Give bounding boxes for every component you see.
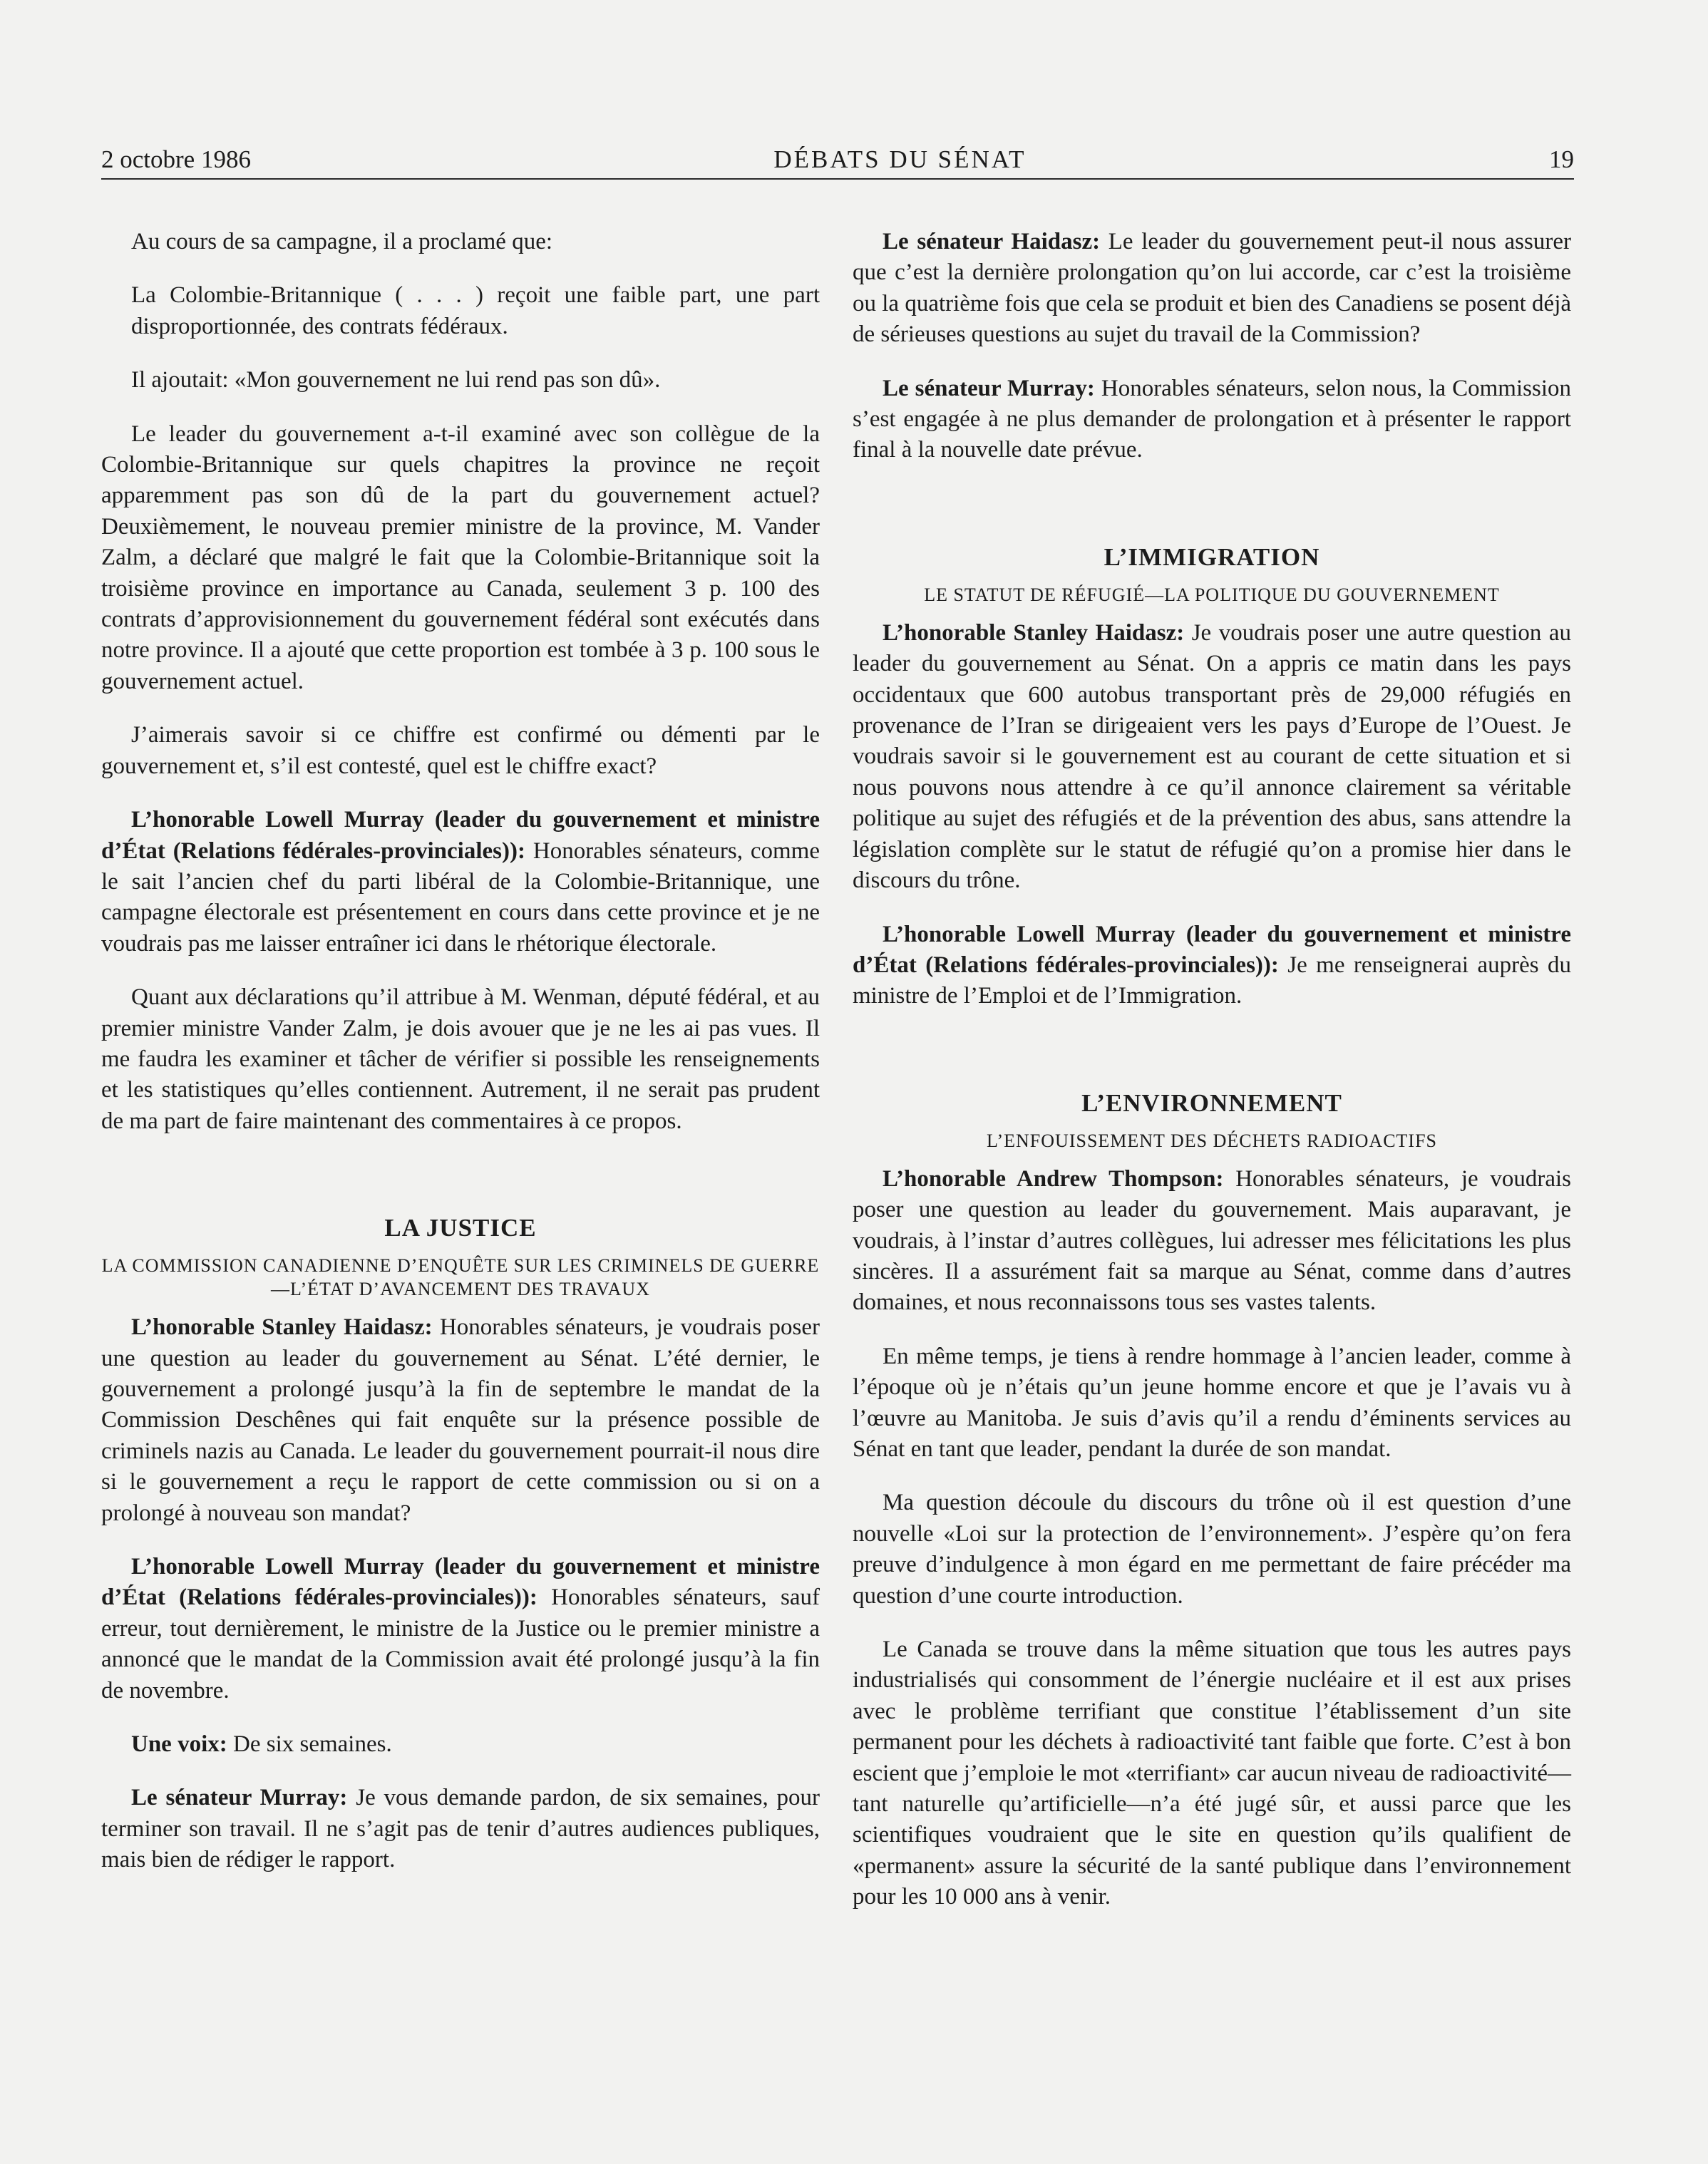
speech-text: Honorables sénateurs, sauf erreur, tout dernièrement, le ministre de la Justice ou le premier ministre a annoncé que le mandat de la Commission avait été prolongé jusqu’à la fin de novembre. <box>101 1585 820 1704</box>
speaker-name: L’honorable Lowell Murray (leader du gouvernement et ministre d’État (Relations fédérales-provinciales)): <box>853 921 1571 978</box>
speaker-name: Une voix: <box>131 1731 227 1758</box>
paragraph: Le Canada se trouve dans la même situation que tous les autres pays industrialisés qui consomment de l’énergie nucléaire et il est aux prises avec le problème terrifiant que constitue l’établissement d’un site permanent pour les déchets à radioactivité tant faible que forte. C’est à bon escient que j’emploie le mot «terrifiant» car aucun niveau de radioactivité—tant naturelle qu’artificielle—n’a été jugé sûr, et aussi parce que les scientifiques voudraient que le site en question qu’ils qualifient de «permanent» assure la sécurité de la santé publique dans l’environnement pour les 10 000 ans à venir. <box>853 1637 1571 1910</box>
header-title: DÉBATS DU SÉNAT <box>773 145 1027 173</box>
right-column <box>853 227 1571 1936</box>
speech-paragraph <box>101 1783 820 1875</box>
speaker-name: Le sénateur Murray: <box>131 1785 348 1811</box>
speech-text: Honorables sénateurs, je voudrais poser une question au leader du gouvernement au Sénat. L’été dernier, le gouvernement a prolongé jusqu’à la fin de septembre le mandat de la Commission Deschênes qui fait enquête sur la présence possible de criminels nazis au Canada. Le leader du gouvernement pourrait-il nous dire si le gouvernement a reçu le rapport de cette commission ou si on a prolongé à nouveau son mandat? <box>101 1314 820 1526</box>
speaker-name: L’honorable Andrew Thompson: <box>883 1165 1224 1192</box>
speaker-name: L’honorable Lowell Murray (leader du gouvernement et ministre d’État (Relations fédérales-provinciales)): <box>101 1554 820 1611</box>
speech-text: Honorables sénateurs, comme le sait l’ancien chef du parti libéral de la Colombie-Britannique, une campagne électorale est présentement en cours dans cette province et je ne voudrais pas me laisser entraîner ici dans le rhétorique électorale. <box>101 838 820 957</box>
running-head <box>101 140 1574 180</box>
speech-paragraph <box>853 618 1571 897</box>
section-subhead: LE STATUT DE RÉFUGIÉ—LA POLITIQUE DU GOUVERNEMENT <box>924 584 1500 605</box>
speaker-name: Le sénateur Haidasz: <box>883 229 1101 254</box>
paragraph: Le leader du gouvernement a-t-il examiné avec son collègue de la Colombie-Britannique sur quels chapitres la province ne reçoit apparemment pas son dû de la part du gouvernement actuel? Deuxièmement, le nouveau premier ministre de la province, M. Vander Zalm, a déclaré que malgré le fait que la Colombie-Britannique soit la troisième province en importance au Canada, seulement 3 p. 100 des contrats d’approvisionnement du gouvernement fédéral sont exécutés dans notre province. Il a ajouté que cette proportion est tombée à 3 p. 100 sous le gouvernement actuel. <box>101 421 820 694</box>
speech-text: De six semaines. <box>233 1731 392 1758</box>
paragraph: En même temps, je tiens à rendre hommage à l’ancien leader, comme à l’époque où je n’étais qu’un jeune homme encore et que je l’avais vu à l’œuvre au Manitoba. Je suis d’avis qu’il a rendu d’éminents services au Sénat en tant que leader, pendant la durée de son mandat. <box>853 1343 1571 1462</box>
paragraph: Au cours de sa campagne, il a proclamé que: <box>131 229 553 254</box>
paragraph: Quant aux déclarations qu’il attribue à M. Wenman, député fédéral, et au premier ministre Vander Zalm, je dois avouer que je ne les ai pas vues. Il me faudra les examiner et tâcher de vérifier si possible les renseignements et les statistiques qu’elles contiennent. Autrement, il ne serait pas prudent de ma part de faire maintenant des commentaires à ce propos. <box>101 984 820 1134</box>
speech-paragraph <box>101 1312 820 1529</box>
speaker-name: Le sénateur Murray: <box>883 375 1095 401</box>
speech-paragraph <box>853 919 1571 1012</box>
speech-paragraph <box>101 805 820 959</box>
paragraph: Il ajoutait: «Mon gouvernement ne lui rend pas son dû». <box>131 367 661 393</box>
speech-paragraph <box>101 1552 820 1706</box>
speaker-name: L’honorable Stanley Haidasz: <box>883 619 1185 646</box>
speech-text: Honorables sénateurs, selon nous, la Commission s’est engagée à ne plus demander de prolongation et à présenter le rapport final à la nouvelle date prévue. <box>853 375 1572 463</box>
speech-text: Je vous demande pardon, de six semaines, pour terminer son travail. Il ne s’agit pas de tenir d’autres audiences publiques, mais bien de rédiger le rapport. <box>101 1785 820 1873</box>
speaker-name: L’honorable Stanley Haidasz: <box>131 1314 433 1341</box>
speech-paragraph <box>853 1164 1571 1319</box>
speech-text: Je me renseignerai auprès du ministre de l’Emploi et de l’Immigration. <box>853 952 1571 1009</box>
paragraph: Ma question découle du discours du trône où il est question d’une nouvelle «Loi sur la protection de l’environnement». J’espère qu’on fera preuve d’indulgence à mon égard en me permettant de faire précéder ma question d’une courte introduction. <box>853 1490 1571 1609</box>
header-date: 2 octobre 1986 <box>101 145 251 173</box>
speech-text: Je voudrais poser une autre question au leader du gouvernement au Sénat. On a appris ce matin dans les pays occidentaux que 600 autobus transportant près de 29,000 réfugiés en provenance de l’Iran se dirigeaient vers les pays d’Europe de l’Ouest. Je voudrais savoir si le gouvernement est au courant de cette situation et si nous pouvons nous attendre à ce qu’il annonce clairement sa véritable politique au sujet des réfugiés et de la prévention des abus, sans attendre la législation complète sur le statut de réfugié qu’on a promise hier dans le discours du trône. <box>853 619 1571 894</box>
speech-text: Honorables sénateurs, je voudrais poser une question au leader du gouvernement. Mais auparavant, je voudrais, à l’instar d’autres collègues, lui adresser mes félicitations les plus sincères. Il a assurément fait sa marque au Sénat, comme dans d’autres domaines, et nous reconnaissons tous ses vastes talents. <box>853 1165 1572 1316</box>
speech-paragraph <box>853 373 1571 466</box>
section-subhead: LA COMMISSION CANADIENNE D’ENQUÊTE SUR LES CRIMINELS DE GUERRE—L’ÉTAT D’AVANCEMENT DES TRAVAUX <box>101 1255 820 1300</box>
section-subhead: L’ENFOUISSEMENT DES DÉCHETS RADIOACTIFS <box>987 1130 1437 1151</box>
speech-paragraph <box>853 227 1571 351</box>
speaker-name: L’honorable Lowell Murray (leader du gouvernement et ministre d’État (Relations fédérales-provinciales)): <box>101 807 820 864</box>
paragraph: J’aimerais savoir si ce chiffre est confirmé ou démenti par le gouvernement et, s’il est contesté, quel est le chiffre exact? <box>101 722 820 779</box>
left-column <box>101 227 820 1899</box>
speech-text: Le leader du gouvernement peut-il nous assurer que c’est la dernière prolongation qu’on lui accorde, car c’est la troisième ou la quatrième fois que cela se produit et bien des Canadiens se posent déjà de sérieuses questions au sujet du travail de la Commission? <box>853 229 1572 348</box>
page-number: 19 <box>1549 145 1574 173</box>
section-title: L’ENVIRONNEMENT <box>1081 1088 1342 1117</box>
section-title: L’IMMIGRATION <box>1103 542 1320 571</box>
section-title: LA JUSTICE <box>384 1214 537 1242</box>
speech-paragraph <box>101 1729 820 1760</box>
block-quote: La Colombie-Britannique ( . . . ) reçoit une faible part, une part disproportionnée, des contrats fédéraux. <box>131 282 820 339</box>
